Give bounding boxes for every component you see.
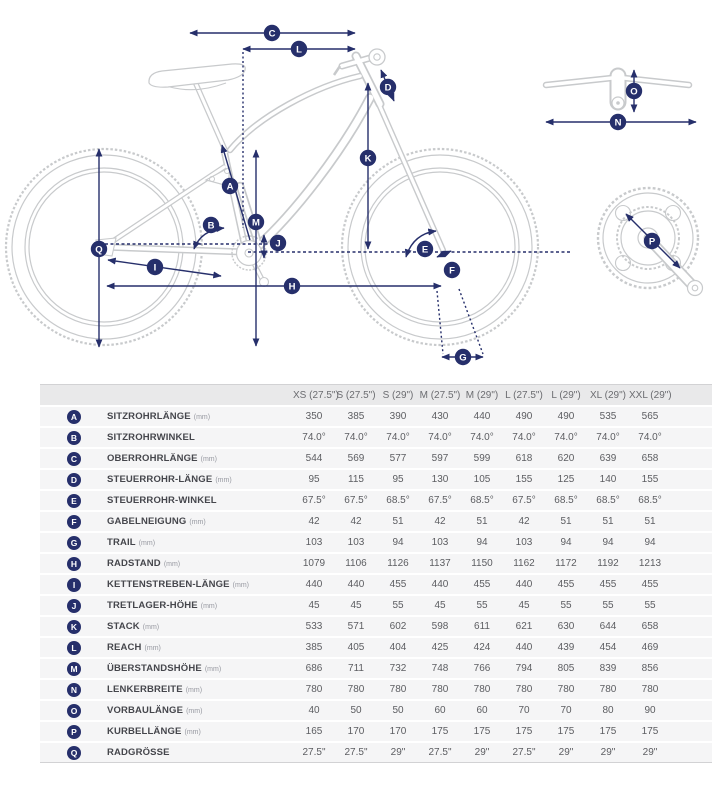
corner-cell — [40, 385, 293, 405]
row-unit: (mm) — [138, 540, 156, 547]
value-cell: 125 — [557, 474, 575, 485]
value-cell: 780 — [389, 684, 407, 695]
value-cell: 577 — [389, 453, 407, 464]
value-cell: 639 — [599, 453, 617, 464]
table-row — [40, 743, 712, 762]
value-cell: 711 — [348, 663, 364, 674]
size-column-header: S (27.5") — [336, 389, 376, 401]
handlebar-grip — [369, 49, 385, 65]
value-cell: 1126 — [387, 558, 409, 569]
value-cell: 74.0° — [554, 432, 578, 443]
row-letter-badge: G — [67, 536, 81, 550]
row-unit: (mm) — [163, 561, 181, 568]
value-cell: 565 — [641, 411, 659, 422]
table-row — [40, 533, 712, 552]
value-cell: 45 — [434, 600, 446, 611]
value-cell: 175 — [557, 726, 575, 737]
row-unit: (mm) — [142, 624, 160, 631]
value-cell: 805 — [557, 663, 575, 674]
value-cell: 68.5° — [386, 495, 410, 506]
size-column-header: XL (29") — [590, 389, 626, 401]
value-cell: 74.0° — [428, 432, 452, 443]
bike-geometry-diagram — [0, 0, 720, 382]
value-cell: 55 — [476, 600, 488, 611]
svg-text:H: H — [288, 281, 296, 293]
size-column-header: L (27.5") — [505, 389, 543, 401]
badge-M — [248, 214, 264, 230]
table-row — [40, 701, 712, 720]
row-unit: (mm) — [186, 708, 203, 715]
value-cell: 533 — [305, 621, 323, 632]
value-cell: 620 — [557, 453, 575, 464]
row-label: RADSTAND — [107, 558, 161, 569]
value-cell: 535 — [599, 411, 617, 422]
value-cell: 103 — [305, 537, 323, 548]
badge-A — [222, 178, 238, 194]
value-cell: 29" — [642, 747, 658, 758]
badge-F — [444, 262, 460, 278]
value-cell: 455 — [473, 579, 491, 590]
row-unit: (mm) — [215, 477, 232, 484]
value-cell: 569 — [347, 453, 365, 464]
dim-chainstay-I — [108, 260, 221, 276]
value-cell: 490 — [557, 411, 575, 422]
value-cell: 350 — [305, 411, 323, 422]
row-label-cell — [40, 596, 293, 615]
svg-text:M: M — [252, 217, 260, 229]
value-cell: 67.5° — [302, 495, 326, 506]
geometry-table — [40, 384, 712, 763]
value-cell: 385 — [347, 411, 365, 422]
table-row — [40, 575, 712, 594]
value-cell: 1162 — [513, 558, 535, 569]
row-letter-badge: B — [67, 431, 81, 445]
svg-text:C: C — [268, 28, 276, 40]
value-cell: 766 — [473, 663, 491, 674]
value-cell: 780 — [347, 684, 365, 695]
value-cell: 94 — [392, 537, 404, 548]
row-label: TRAIL — [107, 537, 136, 548]
value-cell: 1079 — [302, 558, 326, 569]
svg-text:O: O — [630, 86, 638, 98]
size-column-header: M (29") — [465, 389, 499, 401]
badge-D — [380, 79, 396, 95]
value-cell: 51 — [392, 516, 404, 527]
table-row — [40, 659, 712, 678]
value-cell: 94 — [476, 537, 488, 548]
value-cell: 439 — [557, 642, 575, 653]
value-cell: 571 — [347, 621, 365, 632]
value-cell: 1106 — [345, 558, 367, 569]
value-cell: 175 — [431, 726, 449, 737]
value-cell: 175 — [641, 726, 659, 737]
row-unit: (mm) — [200, 603, 218, 610]
value-cell: 29" — [474, 747, 490, 758]
value-cell: 440 — [431, 579, 449, 590]
value-cell: 55 — [560, 600, 572, 611]
row-letter-badge: J — [67, 599, 81, 613]
saddle — [149, 64, 245, 87]
table-row — [40, 428, 712, 447]
value-cell: 544 — [305, 453, 323, 464]
svg-text:I: I — [153, 262, 157, 274]
value-cell: 45 — [350, 600, 362, 611]
value-cell: 94 — [644, 537, 656, 548]
value-cell: 68.5° — [554, 495, 578, 506]
badge-Q — [91, 241, 107, 257]
value-cell: 405 — [347, 642, 365, 653]
size-column-header: M (27.5") — [419, 389, 461, 401]
value-cell: 748 — [431, 663, 449, 674]
row-label-cell — [40, 428, 293, 447]
value-cell: 29" — [600, 747, 616, 758]
row-label: LENKERBREITE — [107, 684, 183, 695]
row-letter-badge: L — [67, 641, 81, 655]
table-row — [40, 617, 712, 636]
value-cell: 140 — [599, 474, 617, 485]
value-cell: 780 — [641, 684, 659, 695]
value-cell: 74.0° — [512, 432, 536, 443]
row-label: ÜBERSTANDSHÖHE — [107, 663, 202, 674]
value-cell: 732 — [389, 663, 407, 674]
row-label: VORBAULÄNGE — [107, 705, 184, 716]
row-unit: (mm) — [204, 666, 222, 673]
value-cell: 455 — [389, 579, 407, 590]
value-cell: 40 — [308, 705, 320, 716]
badge-H — [284, 278, 300, 294]
value-cell: 70 — [560, 705, 572, 716]
badge-P — [644, 233, 660, 249]
value-cell: 27.5" — [302, 747, 326, 758]
row-label: REACH — [107, 642, 142, 653]
row-label: KURBELLÄNGE — [107, 726, 182, 737]
row-label-cell — [40, 449, 293, 468]
svg-text:D: D — [384, 82, 392, 94]
value-cell: 94 — [602, 537, 614, 548]
value-cell: 95 — [392, 474, 404, 485]
row-label: TRETLAGER-HÖHE — [107, 600, 198, 611]
value-cell: 440 — [515, 642, 533, 653]
value-cell: 440 — [473, 411, 491, 422]
ref-line-trail-2 — [459, 289, 483, 354]
row-label-cell — [40, 680, 293, 699]
badge-B — [203, 217, 219, 233]
row-label-cell — [40, 491, 293, 510]
row-letter-badge: F — [67, 515, 81, 529]
table-row — [40, 554, 712, 573]
size-column-header: XS (27.5") — [293, 389, 339, 401]
value-cell: 1150 — [471, 558, 493, 569]
svg-text:J: J — [275, 238, 281, 250]
badge-C — [264, 25, 280, 41]
value-cell: 74.0° — [344, 432, 368, 443]
row-label-cell — [40, 701, 293, 720]
value-cell: 780 — [557, 684, 575, 695]
value-cell: 602 — [389, 621, 407, 632]
value-cell: 469 — [641, 642, 659, 653]
value-cell: 658 — [641, 453, 659, 464]
value-cell: 55 — [392, 600, 404, 611]
row-letter-badge: E — [67, 494, 81, 508]
value-cell: 175 — [515, 726, 533, 737]
svg-text:P: P — [648, 236, 656, 248]
value-cell: 74.0° — [596, 432, 620, 443]
value-cell: 1172 — [555, 558, 577, 569]
value-cell: 780 — [305, 684, 323, 695]
row-label: SITZROHRLÄNGE — [107, 411, 191, 422]
value-cell: 45 — [518, 600, 530, 611]
value-cell: 1192 — [597, 558, 619, 569]
value-cell: 51 — [476, 516, 488, 527]
value-cell: 50 — [392, 705, 404, 716]
row-label: STACK — [107, 621, 140, 632]
row-label: STEUERROHR-WINKEL — [107, 495, 217, 506]
value-cell: 55 — [644, 600, 656, 611]
value-cell: 440 — [305, 579, 323, 590]
size-column-header: S (29") — [382, 389, 414, 401]
svg-text:G: G — [459, 352, 467, 364]
value-cell: 155 — [515, 474, 533, 485]
row-letter-badge: K — [67, 620, 81, 634]
svg-text:K: K — [364, 153, 372, 165]
value-cell: 425 — [431, 642, 449, 653]
badge-J — [270, 235, 286, 251]
value-cell: 621 — [515, 621, 533, 632]
row-label-cell — [40, 617, 293, 636]
badge-O — [626, 83, 642, 99]
value-cell: 103 — [347, 537, 365, 548]
badge-N — [610, 114, 626, 130]
svg-text:E: E — [421, 244, 429, 256]
value-cell: 780 — [431, 684, 449, 695]
value-cell: 454 — [599, 642, 617, 653]
row-letter-badge: A — [67, 410, 81, 424]
table-row — [40, 512, 712, 531]
value-cell: 29" — [390, 747, 406, 758]
row-unit: (mm) — [185, 687, 203, 694]
svg-text:L: L — [296, 44, 302, 56]
row-unit: (mm) — [232, 582, 249, 589]
badge-K — [360, 150, 376, 166]
svg-text:N: N — [614, 117, 622, 129]
table-row — [40, 638, 712, 657]
value-cell: 598 — [431, 621, 449, 632]
row-unit: (mm) — [200, 456, 217, 463]
value-cell: 455 — [599, 579, 617, 590]
value-cell: 644 — [599, 621, 617, 632]
row-letter-badge: D — [67, 473, 81, 487]
value-cell: 60 — [476, 705, 488, 716]
value-cell: 175 — [473, 726, 491, 737]
row-label-cell — [40, 659, 293, 678]
value-cell: 597 — [431, 453, 449, 464]
value-cell: 29" — [558, 747, 574, 758]
value-cell: 115 — [348, 474, 364, 485]
row-label: STEUERROHR-LÄNGE — [107, 474, 213, 485]
value-cell: 611 — [474, 621, 490, 632]
value-cell: 50 — [350, 705, 362, 716]
value-cell: 455 — [641, 579, 659, 590]
value-cell: 839 — [599, 663, 617, 674]
table-row — [40, 722, 712, 741]
row-label-cell — [40, 512, 293, 531]
handlebar-top-view — [546, 76, 689, 109]
value-cell: 385 — [305, 642, 323, 653]
row-letter-badge: M — [67, 662, 81, 676]
value-cell: 51 — [644, 516, 656, 527]
value-cell: 794 — [515, 663, 533, 674]
value-cell: 27.5" — [344, 747, 368, 758]
value-cell: 1137 — [429, 558, 451, 569]
row-label-cell — [40, 407, 293, 426]
value-cell: 27.5" — [512, 747, 536, 758]
value-cell: 67.5° — [428, 495, 452, 506]
badge-E — [417, 241, 433, 257]
row-unit: (mm) — [144, 645, 161, 652]
row-label: OBERROHRLÄNGE — [107, 453, 198, 464]
table-row — [40, 407, 712, 426]
value-cell: 780 — [515, 684, 533, 695]
value-cell: 630 — [557, 621, 575, 632]
value-cell: 390 — [389, 411, 407, 422]
value-cell: 74.0° — [638, 432, 662, 443]
row-letter-badge: C — [67, 452, 81, 466]
value-cell: 95 — [308, 474, 320, 485]
value-cell: 67.5° — [512, 495, 536, 506]
value-cell: 103 — [515, 537, 533, 548]
value-cell: 55 — [602, 600, 614, 611]
value-cell: 130 — [431, 474, 449, 485]
row-letter-badge: P — [67, 725, 81, 739]
value-cell: 42 — [308, 516, 320, 527]
value-cell: 68.5° — [638, 495, 662, 506]
value-cell: 856 — [641, 663, 659, 674]
pedal — [260, 278, 269, 287]
value-cell: 170 — [347, 726, 365, 737]
value-cell: 780 — [599, 684, 617, 695]
bike-line-art — [6, 49, 703, 345]
svg-text:F: F — [449, 265, 455, 277]
value-cell: 430 — [431, 411, 449, 422]
size-column-header: L (29") — [551, 389, 581, 401]
value-cell: 45 — [308, 600, 320, 611]
badge-I — [147, 259, 163, 275]
row-letter-badge: I — [67, 578, 81, 592]
row-label-cell — [40, 554, 293, 573]
table-row — [40, 596, 712, 615]
value-cell: 404 — [389, 642, 407, 653]
row-letter-badge: Q — [67, 746, 81, 760]
value-cell: 165 — [305, 726, 323, 737]
size-column-header: XXL (29") — [629, 389, 672, 401]
value-cell: 74.0° — [302, 432, 326, 443]
value-cell: 67.5° — [344, 495, 368, 506]
value-cell: 70 — [518, 705, 530, 716]
table-row — [40, 491, 712, 510]
row-label-cell — [40, 638, 293, 657]
value-cell: 42 — [434, 516, 446, 527]
value-cell: 424 — [473, 642, 491, 653]
value-cell: 27.5" — [428, 747, 452, 758]
value-cell: 686 — [305, 663, 323, 674]
table-row — [40, 470, 712, 489]
value-cell: 1213 — [638, 558, 662, 569]
row-letter-badge: O — [67, 704, 81, 718]
row-letter-badge: N — [67, 683, 81, 697]
row-label-cell — [40, 743, 293, 762]
row-label-cell — [40, 470, 293, 489]
value-cell: 90 — [644, 705, 656, 716]
row-letter-badge: H — [67, 557, 81, 571]
value-cell: 68.5° — [596, 495, 620, 506]
row-label: RADGRÖSSE — [107, 747, 170, 758]
value-cell: 74.0° — [386, 432, 410, 443]
row-label: KETTENSTREBEN-LÄNGE — [107, 579, 230, 590]
value-cell: 780 — [473, 684, 491, 695]
value-cell: 42 — [350, 516, 362, 527]
value-cell: 51 — [560, 516, 572, 527]
svg-text:A: A — [226, 181, 234, 193]
row-label-cell — [40, 722, 293, 741]
value-cell: 94 — [560, 537, 572, 548]
value-cell: 490 — [515, 411, 533, 422]
value-cell: 103 — [431, 537, 449, 548]
value-cell: 618 — [515, 453, 533, 464]
value-cell: 170 — [389, 726, 407, 737]
row-unit: (mm) — [189, 519, 206, 526]
value-cell: 105 — [473, 474, 491, 485]
value-cell: 60 — [434, 705, 446, 716]
value-cell: 80 — [602, 705, 614, 716]
svg-text:B: B — [207, 220, 215, 232]
brake-lever — [334, 66, 340, 75]
value-cell: 455 — [557, 579, 575, 590]
table-row — [40, 449, 712, 468]
badge-L — [291, 41, 307, 57]
value-cell: 658 — [641, 621, 659, 632]
row-unit: (mm) — [184, 729, 201, 736]
value-cell: 155 — [641, 474, 659, 485]
row-label-cell — [40, 533, 293, 552]
table-header-row — [40, 384, 712, 405]
value-cell: 68.5° — [470, 495, 494, 506]
row-label: GABELNEIGUNG — [107, 516, 187, 527]
value-cell: 175 — [599, 726, 617, 737]
row-unit: (mm) — [193, 414, 211, 421]
value-cell: 74.0° — [470, 432, 494, 443]
row-label-cell — [40, 575, 293, 594]
badge-G — [455, 349, 471, 365]
value-cell: 51 — [602, 516, 614, 527]
row-label: SITZROHRWINKEL — [107, 432, 195, 443]
value-cell: 440 — [347, 579, 365, 590]
value-cell: 42 — [518, 516, 530, 527]
value-cell: 440 — [515, 579, 533, 590]
value-cell: 599 — [473, 453, 491, 464]
svg-text:Q: Q — [95, 244, 103, 256]
table-row — [40, 680, 712, 699]
